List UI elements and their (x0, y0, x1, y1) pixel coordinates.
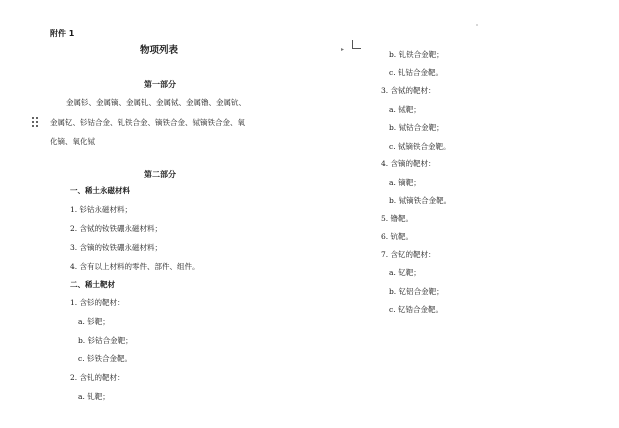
list-item: 7. 含钇的靶材： (381, 250, 436, 259)
list-item: a. 镝靶； (389, 178, 421, 187)
part1-line-1: 金属钐、金属镝、金属钆、金属铽、金属镥、金属钪、 (66, 98, 246, 107)
list-item: 4. 含镝的靶材： (381, 159, 436, 168)
document-title: 物项列表 (140, 45, 179, 56)
list-item: c. 钇锆合金靶。 (389, 305, 443, 314)
drag-handle-icon[interactable] (32, 117, 38, 129)
paragraph-mark: ▸ (341, 46, 345, 53)
list-item: 5. 镥靶。 (381, 214, 414, 223)
list-item: 1. 钐钴永磁材料； (70, 205, 133, 214)
part1-heading: 第一部分 (144, 80, 176, 89)
list-item: b. 铽钴合金靶； (389, 123, 444, 132)
list-item: a. 钐靶； (78, 317, 110, 326)
list-item: 6. 钪靶。 (381, 232, 414, 241)
list-item: c. 钆钴合金靶。 (389, 68, 443, 77)
list-item: b. 钆铁合金靶； (389, 50, 444, 59)
list-item: 2. 含钆的靶材： (70, 373, 125, 382)
list-item: 4. 含有以上材料的零件、部件、组件。 (70, 262, 200, 271)
list-item: 1. 含钐的靶材： (70, 298, 125, 307)
list-item: c. 铽镝铁合金靶。 (389, 142, 451, 151)
list-item: b. 铽镝铁合金靶。 (389, 196, 452, 205)
list-item: 2. 含铽的钕铁硼永磁材料； (70, 224, 163, 233)
list-item: 3. 含镝的钕铁硼永磁材料； (70, 243, 163, 252)
annex-label: 附件 1 (50, 29, 75, 38)
page-corner-marker (352, 40, 361, 49)
list-item: 3. 含铽的靶材： (381, 86, 436, 95)
part2-heading: 第二部分 (144, 170, 176, 179)
section1-heading: 一、稀土永磁材料 (70, 186, 130, 195)
part1-line-2: 金属钇、钐钴合金、钆铁合金、镝铁合金、铽镝铁合金、氧 (50, 118, 245, 127)
list-item: a. 钇靶； (389, 268, 421, 277)
list-item: a. 钆靶； (78, 392, 110, 401)
page-speck (476, 24, 478, 26)
list-item: c. 钐铁合金靶。 (78, 354, 132, 363)
list-item: a. 铽靶； (389, 105, 421, 114)
list-item: b. 钇铝合金靶； (389, 287, 444, 296)
part1-line-3: 化镝、氧化铽 (50, 137, 95, 146)
section2-heading: 二、稀土靶材 (70, 280, 115, 289)
list-item: b. 钐钴合金靶； (78, 336, 133, 345)
